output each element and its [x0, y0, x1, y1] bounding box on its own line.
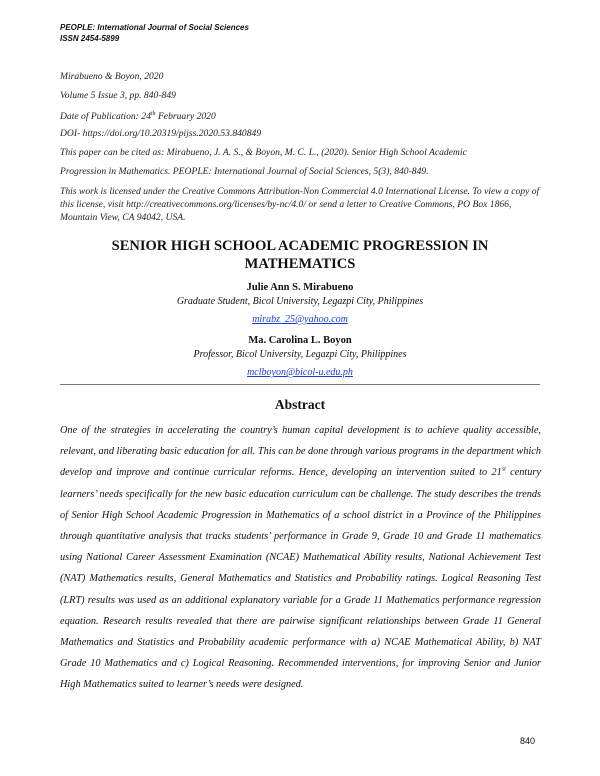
author-2 — [60, 334, 540, 380]
publication-date — [60, 105, 550, 124]
license-text: This work is licensed under the Creative Commons Attribution-Non Commercial 4.0 International License. To view a copy of this license, visit http://creativecommons.org/licenses/by-nc/4.0/ or send a letter to Creative Commons, PO Box 1866, Mountain View, CA 94042, USA. — [60, 186, 540, 223]
author-name: Ma. Carolina L. Boyon — [248, 335, 352, 346]
author-1 — [60, 281, 540, 327]
authors-year: Mirabueno & Boyon, 2020 — [60, 71, 164, 82]
author-affiliation: Graduate Student, Bicol University, Legazpi City, Philippines — [176, 296, 424, 307]
abstract-sup: st — [501, 466, 506, 473]
volume-info: Volume 5 Issue 3, pp. 840-849 — [60, 90, 176, 101]
pub-date-prefix: Date of Publication: 24 — [60, 111, 151, 123]
abstract-body — [60, 420, 541, 696]
author-email-link[interactable]: mirabz_25@yahoo.com — [252, 314, 348, 325]
journal-name: PEOPLE: International Journal of Social Sciences — [60, 23, 249, 32]
abstract-text-1: One of the strategies in accelerating the country’s human capital development is to achieve quality accessible, relevant, and liberating basic education for all. This can be done through various programs in the department which develop and improve and continue curricular reforms. Hence, developing an intervention suited to 21 — [60, 425, 541, 479]
journal-issn: ISSN 2454-5899 — [60, 34, 120, 43]
doi[interactable]: DOI- https://doi.org/10.20319/pijss.2020.53.840849 — [60, 128, 262, 139]
title-line-1: SENIOR HIGH SCHOOL ACADEMIC PROGRESSION IN — [111, 238, 489, 254]
citation-line-1: This paper can be cited as: Mirabueno, J. A. S., & Boyon, M. C. L., (2020). Senior High School Academic — [60, 147, 467, 158]
author-name: Julie Ann S. Mirabueno — [246, 282, 354, 293]
abstract-heading: Abstract — [274, 397, 326, 412]
citation-line-2: Progression in Mathematics. PEOPLE: International Journal of Social Sciences, 5(3), 840-849. — [60, 166, 429, 177]
section-divider — [60, 384, 540, 385]
page-number: 840 — [520, 736, 536, 746]
author-email-link[interactable]: mclboyon@bicol-u.edu.ph — [247, 367, 353, 378]
article-metadata — [60, 67, 550, 224]
pub-date-suffix: February 2020 — [155, 111, 216, 123]
title-line-2: MATHEMATICS — [244, 256, 356, 272]
paper-title — [60, 237, 540, 273]
author-affiliation: Professor, Bicol University, Legazpi City, Philippines — [193, 349, 407, 360]
abstract-text-2: century learners’ needs specifically for the new basic education curriculum can be challenge. The study describes the trends of Senior High School Academic Progression in Mathematics of a school district in a Province of the Philippines through quantitative analysis that tracks students’ performance in Grade 9, Grade 10 and Grade 11 mathematics using National Career Assessment Examination (NCAE) Mathematical Ability results, National Achievement Test (NAT) Mathematics results, General Mathematics and Statistics and Probability ratings. Logical Reasoning Test (LRT) results was used as an additional explanatory variable for a Grade 11 Mathematics performance regression equation. Research results revealed that there are pairwise significant relationships between Grade 11 General Mathematics and Statistics and Probability academic performance with a) NCAE Mathematical Ability, b) NAT Grade 10 Mathematics and c) Logical Reasoning. Recommended interventions, for improving Senior and Junior High Mathematics suited to learner’s needs were designed. — [60, 467, 542, 691]
journal-header — [60, 22, 249, 44]
pub-date-sup: th — [150, 111, 156, 117]
